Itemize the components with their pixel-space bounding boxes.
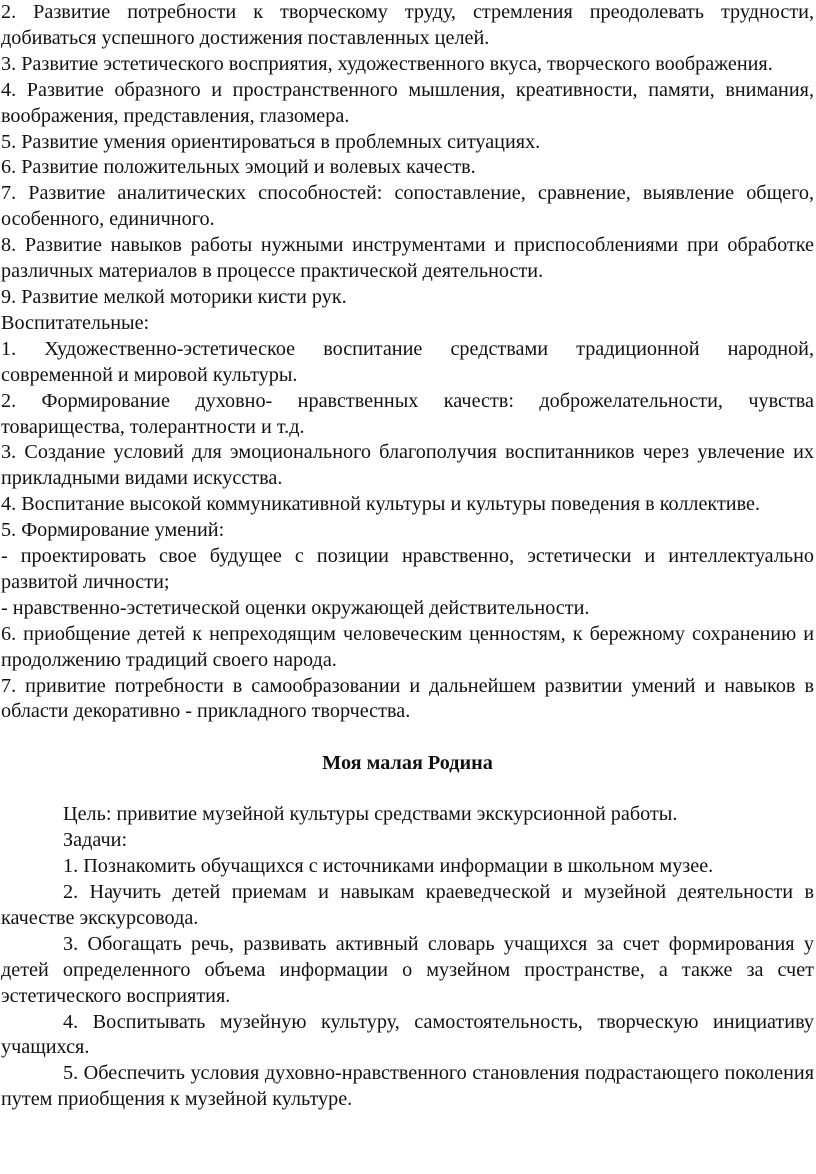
- educational-item-3: 3. Создание условий для эмоционального благополучия воспитанников через увлечение их прикладными видами искусства.: [1, 441, 814, 490]
- spacer: [1, 777, 814, 802]
- educational-subitem-2: - нравственно-эстетической оценки окружающей действительности.: [1, 596, 590, 619]
- educational-item-1: 1. Художественно-эстетическое воспитание средствами традиционной народной, современной и мировой культуры.: [1, 337, 814, 386]
- goal-item-8: 8. Развитие навыков работы нужными инструментами и приспособлениями при обработке различных материалов в процессе практической деятельности.: [1, 234, 814, 283]
- educational-heading: Воспитательные:: [1, 311, 150, 334]
- goal-item-3: 3. Развитие эстетического восприятия, художественного вкуса, творческого воображения.: [1, 52, 773, 75]
- goal-item-4: 4. Развитие образного и пространственного мышления, креативности, памяти, внимания, воображения, представления, глазомера.: [1, 78, 814, 127]
- section-goal: Цель: привитие музейной культуры средствами экскурсионной работы.: [63, 803, 678, 826]
- educational-item-2: 2. Формирование духовно- нравственных качеств: доброжелательности, чувства товарищества, толерантности и т.д.: [1, 389, 814, 438]
- educational-item-6: 6. приобщение детей к непреходящим человеческим ценностям, к бережному сохранению и продолжению традиций своего народа.: [1, 622, 814, 671]
- tasks-heading: Задачи:: [63, 829, 128, 852]
- spacer: [1, 725, 814, 751]
- section-title: Моя малая Родина: [322, 752, 493, 775]
- task-item-5: 5. Обеспечить условия духовно-нравственного становления подрастающего поколения путем приобщения к музейной культуре.: [1, 1062, 814, 1111]
- task-item-1: 1. Познакомить обучащихся с источниками информации в школьном музее.: [63, 855, 714, 878]
- task-item-2: 2. Научить детей приемам и навыкам краеведческой и музейной деятельности в качестве экскурсовода.: [1, 881, 814, 929]
- educational-item-7: 7. привитие потребности в самообразовании и дальнейшем развитии умений и навыков в области декоративно - прикладного творчества.: [1, 674, 814, 723]
- task-item-4: 4. Воспитывать музейную культуру, самостоятельность, творческую инициативу учащихся.: [1, 1010, 814, 1059]
- educational-subitem-1: - проектировать свое будущее с позиции нравственно, эстетически и интеллектуально развитой личности;: [1, 545, 814, 593]
- educational-item-4: 4. Воспитание высокой коммуникативной культуры и культуры поведения в коллективе.: [1, 493, 761, 516]
- task-item-3: 3. Обогащать речь, развивать активный словарь учащихся за счет формирования у детей определенного объема информации о музейном пространстве, а также за счет эстетического восприятия.: [1, 932, 814, 1007]
- goal-item-2: 2. Развитие потребности к творческому труду, стремления преодолевать трудности, добиваться успешного достижения поставленных целей.: [1, 1, 814, 49]
- goal-item-9: 9. Развитие мелкой моторики кисти рук.: [1, 285, 347, 308]
- goal-item-6: 6. Развитие положительных эмоций и волевых качеств.: [1, 156, 476, 179]
- educational-item-5: 5. Формирование умений:: [1, 519, 225, 542]
- goal-item-5: 5. Развитие умения ориентироваться в проблемных ситуациях.: [1, 130, 541, 153]
- goal-item-7: 7. Развитие аналитических способностей: сопоставление, сравнение, выявление общего, особенного, единичного.: [1, 182, 814, 231]
